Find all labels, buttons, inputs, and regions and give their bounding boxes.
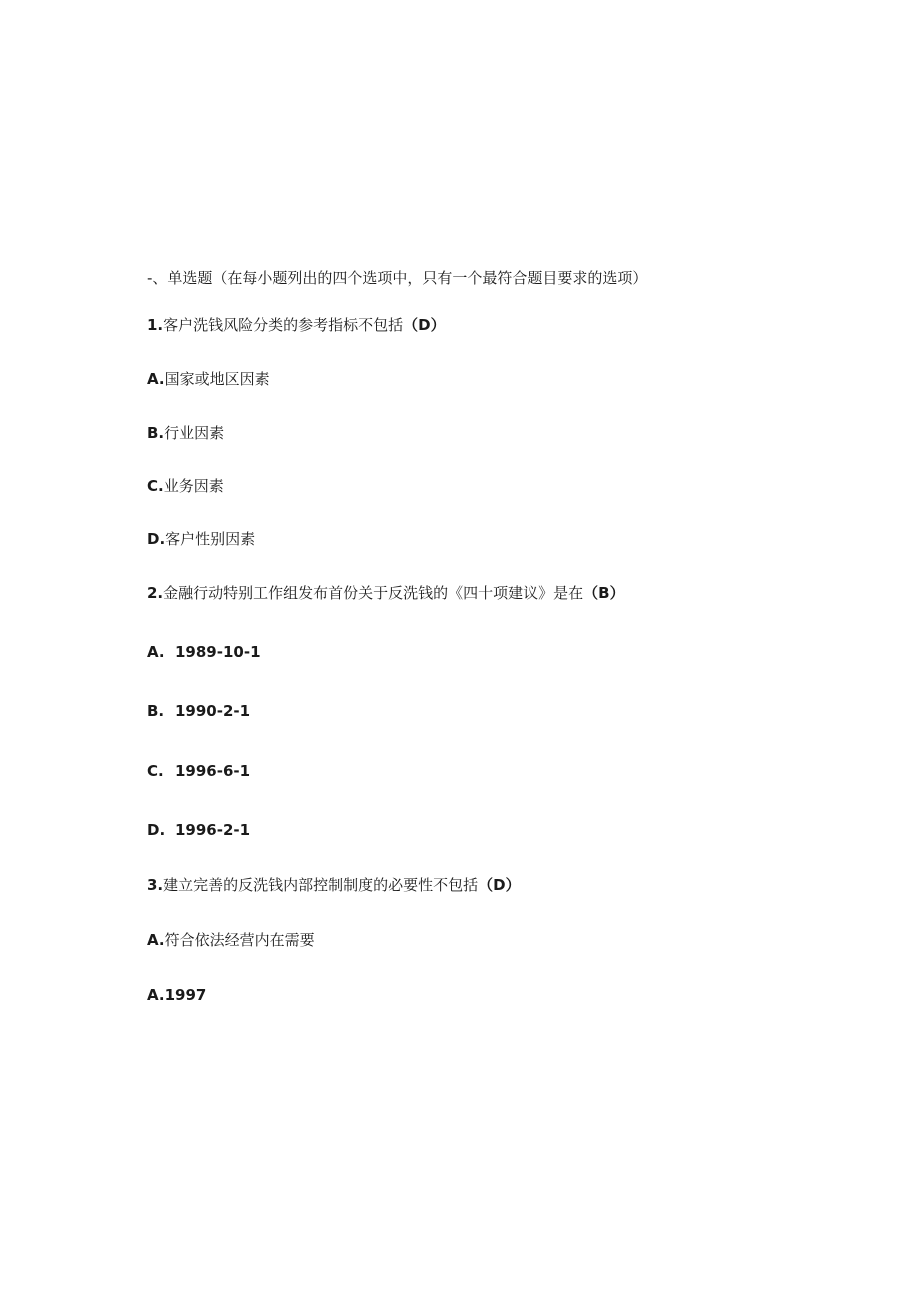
option-letter: A. [147,986,165,1004]
option-3a-2 [147,985,206,1005]
question-3 [147,875,521,895]
option-letter: A. [147,370,165,388]
question-text: 客户洗钱风险分类的参考指标不包括 [163,316,404,334]
option-1d [147,529,255,549]
option-text: 国家或地区因素 [164,370,270,388]
option-3a [147,930,315,950]
option-1b [147,423,224,443]
option-2d [147,820,250,840]
option-letter: B. [147,702,165,720]
option-text: 1996-6-1 [175,762,251,780]
option-text: 客户性别因素 [165,530,256,548]
question-number: 2. [147,584,164,602]
option-text: 符合依法经营内在需要 [164,931,315,949]
option-letter: C. [147,762,164,780]
question-text: 建立完善的反洗钱内部控制制度的必要性不包括 [163,876,479,894]
option-letter: A. [147,931,165,949]
question-answer: （B） [583,584,625,602]
option-text: 行业因素 [164,424,225,442]
option-text: 1997 [164,986,207,1004]
option-letter: B. [147,424,165,442]
option-2a [147,642,261,662]
question-number: 3. [147,876,164,894]
option-2b [147,701,250,721]
question-text: 金融行动特别工作组发布首份关于反洗钱的《四十项建议》是在 [163,584,584,602]
option-letter: D. [147,821,166,839]
option-text: 业务因素 [163,477,224,495]
question-1 [147,315,446,335]
option-text: 1989-10-1 [175,643,261,661]
option-1c [147,476,224,496]
question-answer: （D） [478,876,521,894]
option-letter: D. [147,530,166,548]
option-2c [147,761,250,781]
option-text: 1990-2-1 [175,702,251,720]
option-1a [147,369,270,389]
section-heading: -、单选题（在每小题列出的四个选项中，只有一个最符合题目要求的选项） [147,269,648,287]
option-letter: A. [147,643,165,661]
question-number: 1. [147,316,164,334]
question-answer: （D） [403,316,446,334]
question-2 [147,583,625,603]
option-text: 1996-2-1 [175,821,251,839]
option-letter: C. [147,477,164,495]
